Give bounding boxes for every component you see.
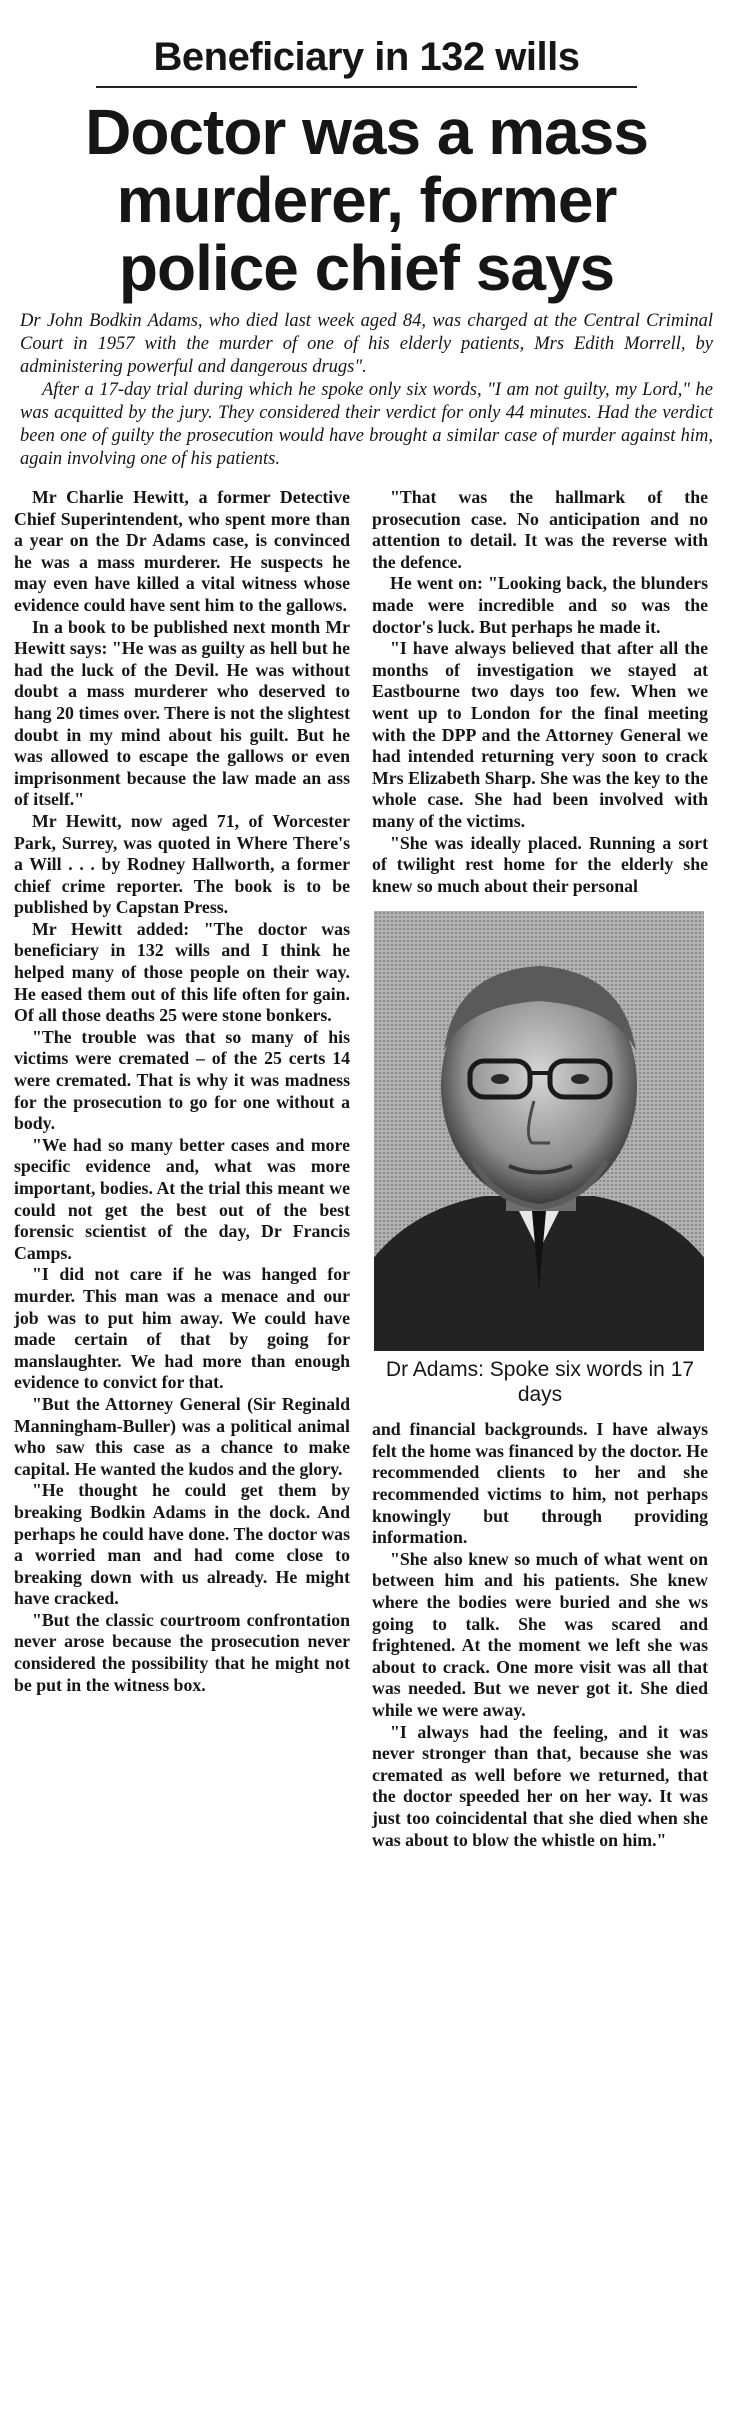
body-paragraph: "He thought he could get them by breaking Bodkin Adams in the dock. And perhaps he could have done. The doctor was a worried man and had come close to breaking down with us already. He might have cracked. [14, 1480, 350, 1609]
body-paragraph: "We had so many better cases and more specific evidence and, what was more important, bodies. At the trial this meant we could not get the best out of the best forensic scientist of the day, Dr Francis Camps. [14, 1134, 350, 1263]
main-headline [14, 98, 719, 302]
standfirst-paragraph-2: After a 17-day trial during which he spoke only six words, "I am not guilty, my Lord," he was acquitted by the jury. They considered their verdict for only 44 minutes. Had the verdict been one of guilty the prosecution would have brought a similar case of murder against him, again involving one of his patients. [20, 380, 713, 469]
body-paragraph: "She was ideally placed. Running a sort of twilight rest home for the elderly she knew so much about their personal [372, 832, 708, 896]
body-paragraph: "I have always believed that after all the months of investigation we stayed at Eastbourne two days too few. When we went up to London for the final meeting with the DPP and the Attorney General we had intended returning very soon to crack Mrs Elizabeth Sharp. She was the key to the whole case. She had been involved with many of the victims. [372, 638, 708, 831]
body-paragraph: "But the classic courtroom confrontation never arose because the prosecution never considered the possibility that he might not be put in the witness box. [14, 1609, 350, 1695]
body-paragraph: Mr Hewitt, now aged 71, of Worcester Park, Surrey, was quoted in Where There's a Will . . . by Rodney Hallworth, a former chief crime reporter. The book is to be published by Capstan Press. [14, 810, 350, 918]
headline-line-3: police chief says [118, 232, 615, 304]
left-column [14, 487, 350, 1851]
portrait-photo [374, 911, 704, 1351]
body-paragraph: and financial backgrounds. I have always felt the home was financed by the doctor. He recommended clients to her and she recommended victims to him, not perhaps knowingly but through providing information. [372, 1419, 708, 1548]
body-paragraph: Mr Charlie Hewitt, a former Detective Chief Superintendent, who spent more than a year on the Dr Adams case, is convinced he was a mass murderer. He suspects he may even have killed a vital witness whose evidence could have sent him to the gallows. [14, 487, 350, 615]
right-column [372, 487, 708, 1851]
body-paragraph: "The trouble was that so many of his victims were cremated – of the 25 certs 14 were cremated. That is why it was madness for the prosecution to go for one without a body. [14, 1026, 350, 1134]
body-paragraph: In a book to be published next month Mr Hewitt says: "He was as guilty as hell but he had the luck of the Devil. He was without doubt a mass murderer who deserved to hang 20 times over. There is not the slightest doubt in my mind about his guilt. But he was allowed to escape the gallows or even imprisonment because the law made an ass of itself." [14, 616, 350, 810]
headline-line-2: murderer, former [116, 164, 617, 236]
body-paragraph: "She also knew so much of what went on between him and his patients. She knew where the bodies were buried and she ws going to talk. She was scared and frightened. At the moment we left she was about to crack. One more visit was all that was needed. But we never got it. She died while we were away. [372, 1548, 708, 1720]
body-paragraph: "I always had the feeling, and it was never stronger than that, because she was cremated as well before we returned, that the doctor speeded her on her way. It was just too coincidental that she died when she was about to blow the whistle on him." [372, 1721, 708, 1850]
body-paragraph: Mr Hewitt added: "The doctor was beneficiary in 132 wills and I think he helped many of those people on their way. He eased them out of this life often for gain. Of all those deaths 25 were stone bonkers. [14, 918, 350, 1026]
standfirst [20, 310, 713, 471]
photo-caption: Dr Adams: Spoke six words in 17 days [385, 1358, 695, 1407]
body-paragraph: "That was the hallmark of the prosecution case. No anticipation and no attention to detail. It was the reverse with the defence. [372, 487, 708, 572]
portrait-image [374, 911, 704, 1351]
headline-line-1: Doctor was a mass [85, 96, 648, 168]
body-paragraph: "But the Attorney General (Sir Reginald Manningham-Buller) was a political animal who saw this case as a chance to make capital. He wanted the kudos and the glory. [14, 1393, 350, 1479]
article-body [14, 487, 719, 1851]
standfirst-paragraph-1: Dr John Bodkin Adams, who died last week aged 84, was charged at the Central Criminal Court in 1957 with the murder of one of his elderly patients, Mrs Edith Morrell, by administering powerful and dangerous drugs". [20, 311, 713, 377]
body-paragraph: "I did not care if he was hanged for murder. This man was a menace and our job was to put him away. We could have made certain of that by going for manslaughter. We had more than enough evidence to convict for that. [14, 1264, 350, 1393]
kicker-headline: Beneficiary in 132 wills [96, 32, 637, 88]
body-paragraph: He went on: "Looking back, the blunders made were incredible and so was the doctor's luck. But perhaps he made it. [372, 573, 708, 637]
